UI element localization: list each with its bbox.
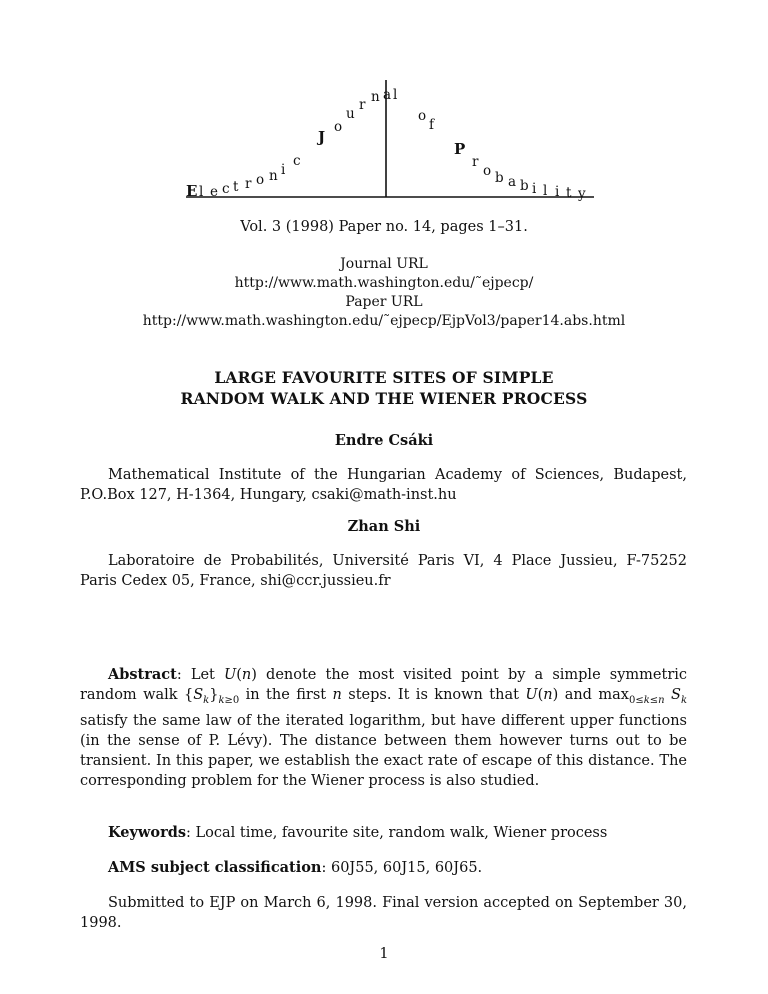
abstract-paragraph (80, 665, 687, 791)
keywords-text: : Local time, favourite site, random walk, Wiener process (186, 825, 608, 841)
author-2-affiliation (80, 551, 687, 591)
journal-url-link[interactable]: http://www.math.washington.edu/˜ejpecp/ (234, 275, 534, 291)
logo-letter: i (555, 184, 560, 200)
logo-letter: c (293, 153, 301, 169)
author-2-name: Zhan Shi (347, 518, 421, 535)
logo-letter: P (454, 140, 466, 158)
logo-letter: e (210, 184, 218, 200)
math-max-S-k: $\max_{0\le k\le n} S_k$ (598, 687, 688, 706)
abstract-label: Abstract (108, 666, 177, 683)
url-block (0, 255, 768, 331)
logo-letter: i (532, 181, 537, 197)
submitted-text: Submitted to EJP on March 6, 1998. Final version accepted on September 30, 1998. (80, 895, 687, 931)
title-line-2: RANDOM WALK AND THE WIENER PROCESS (180, 389, 588, 408)
keywords-label: Keywords (108, 824, 187, 841)
paper-url-label: Paper URL (345, 294, 423, 310)
journal-logo (0, 0, 768, 210)
abstract-text-3: in the first (239, 687, 333, 703)
math-U-n: U(n) (224, 667, 257, 683)
keywords-line (80, 823, 687, 843)
abstract-text-2: denote the most visited point by a simple symmetric random walk (80, 667, 688, 703)
logo-letter: o (334, 119, 343, 135)
logo-letter: a (383, 87, 392, 103)
abstract-text-6: satisfy the same law of the iterated logarithm, but have different upper functions (in the sense of P. Lévy). The distance between them however turns out to be transient. In this paper, we establish the exact rate of escape of this distance. The corresponding problem for the Wiener process is also studied. (80, 712, 687, 789)
math-S-k-set: $\{S_k\}_{k\ge 0}$ (183, 687, 240, 706)
logo-letter: o (256, 172, 265, 188)
author-1-affiliation-text: Mathematical Institute of the Hungarian Academy of Sciences, Budapest, P.O.Box 127, H-1364, Hungary, csaki@math-inst.hu (80, 467, 687, 503)
logo-letter: l (393, 87, 398, 103)
logo-letter: i (281, 162, 286, 178)
logo-letter: f (429, 117, 434, 133)
logo-letter: t (233, 179, 239, 195)
logo-letter: n (371, 89, 380, 105)
logo-letter: t (566, 185, 572, 201)
abstract-text-4: steps. It is known that (341, 687, 526, 703)
logo-letter: E (186, 182, 198, 200)
abstract-text-1: : Let (176, 667, 224, 683)
ams-text: : 60J55, 60J15, 60J65. (321, 860, 483, 876)
journal-url-label: Journal URL (340, 256, 428, 272)
logo-letter: y (578, 186, 586, 202)
logo-letter: a (508, 174, 517, 190)
logo-letter: o (483, 163, 492, 179)
logo-letter: c (222, 181, 230, 197)
logo-letter: b (520, 178, 529, 194)
abstract-text-5: and (558, 687, 599, 703)
logo-letter: b (495, 170, 504, 186)
author-2-affiliation-text: Laboratoire de Probabilités, Université Paris VI, 4 Place Jussieu, F-75252 Paris Cedex 05, France, shi@ccr.jussieu.fr (80, 553, 687, 589)
ams-line (80, 858, 687, 878)
paper-url-link[interactable]: http://www.math.washington.edu/˜ejpecp/EjpVol3/paper14.abs.html (142, 313, 626, 329)
math-n: n (332, 687, 342, 703)
author-1-name: Endre Csáki (334, 432, 434, 449)
logo-letter: l (199, 184, 204, 200)
paper-title (0, 367, 768, 409)
logo-letter: n (269, 168, 278, 184)
logo-letter: u (346, 106, 355, 122)
logo-letter: r (472, 154, 479, 170)
page-number: 1 (379, 946, 389, 962)
title-line-1: LARGE FAVOURITE SITES OF SIMPLE (214, 368, 554, 387)
logo-letter: l (543, 183, 548, 199)
author-1-affiliation (80, 465, 687, 505)
math-U-n-2: U(n) (525, 687, 559, 703)
logo-letter: r (245, 176, 252, 192)
volume-line: Vol. 3 (1998) Paper no. 14, pages 1–31. (240, 219, 528, 235)
submitted-line (80, 893, 687, 933)
logo-letter: J (318, 128, 326, 146)
logo-letter: r (359, 97, 366, 113)
ams-label: AMS subject classification (108, 859, 322, 876)
logo-letter: o (418, 108, 427, 124)
